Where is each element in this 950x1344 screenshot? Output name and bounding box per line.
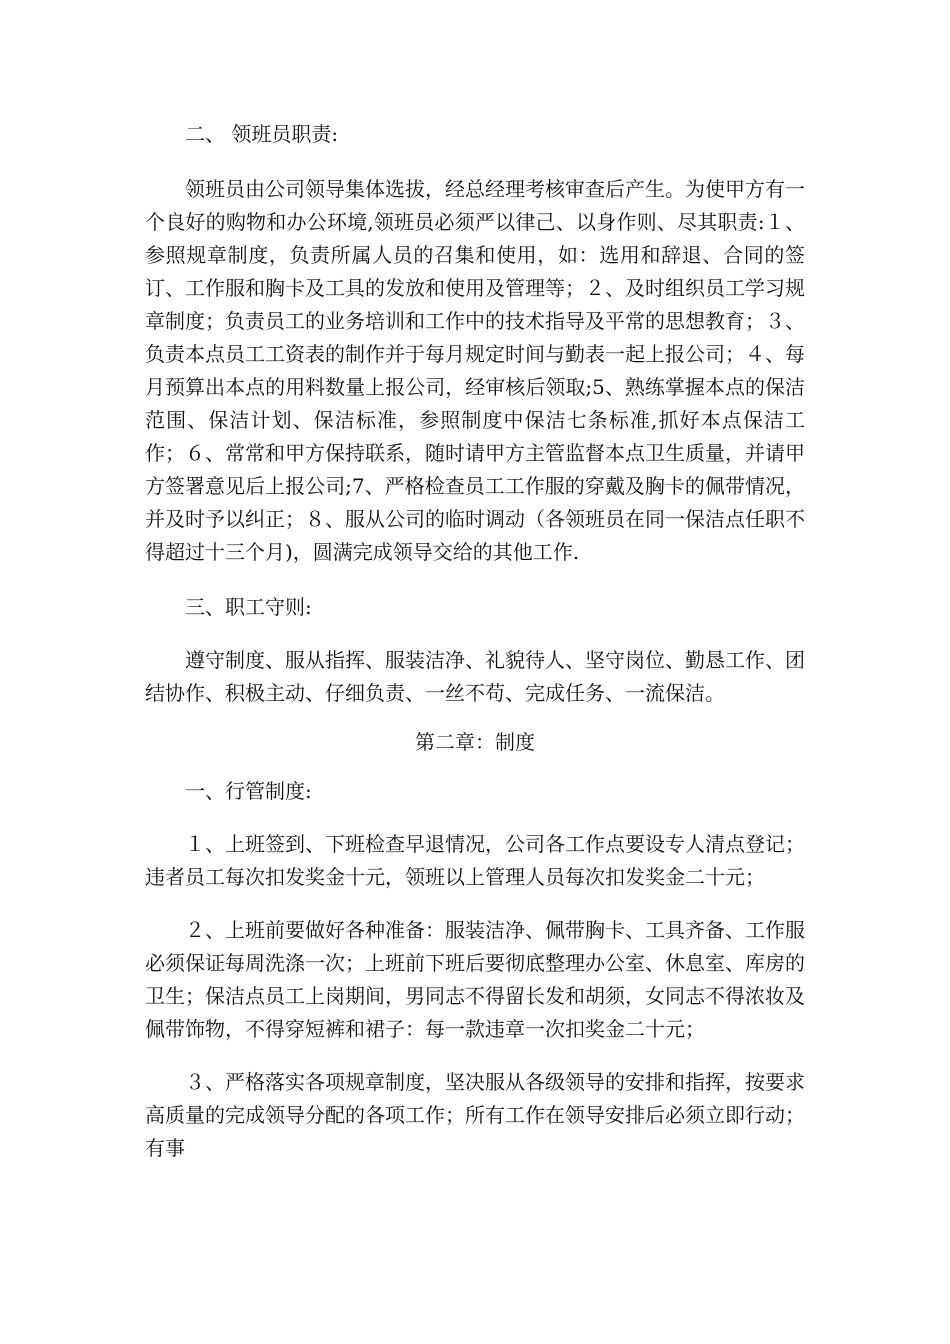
- rule-item-2: ２、上班前要做好各种准备：服装洁净、佩带胸卡、工具齐备、工作服必须保证每周洗涤一次；上班前下班后要彻底整理办公室、休息室、库房的卫生；保洁点员工上岗期间，男同志不得留长发和胡须，女同志不得浓妆及佩带饰物，不得穿短裤和裙子：每一款违章一次扣奖金二十元；: [145, 918, 805, 1041]
- document-page: [145, 118, 805, 1165]
- paragraph-code: 遵守制度、服从指挥、服装洁净、礼貌待人、坚守岗位、勤恳工作、团结协作、积极主动、仔细负责、一丝不苟、完成任务、一流保洁。: [145, 648, 805, 705]
- paragraph-duties: 领班员由公司领导集体选拔，经总经理考核审查后产生。为使甲方有一个良好的购物和办公环境,领班员必须严以律己、以身作则、尽其职责:１、参照规章制度，负责所属人员的召集和使用，如：选用和辞退、合同的签订、工作服和胸卡及工具的发放和使用及管理等；２、及时组织员工学习规章制度；负责员工的业务培训和工作中的技术指导及平常的思想教育；３、负责本点员工工资表的制作并于每月规定时间与勤表一起上报公司；４、每月预算出本点的用料数量上报公司，经审核后领取;5、熟练掌握本点的保洁范围、保洁计划、保洁标准，参照制度中保洁七条标准,抓好本点保洁工作；６、常常和甲方保持联系，随时请甲方主管监督本点卫生质量，并请甲方签署意见后上报公司;7、严格检查员工工作服的穿戴及胸卡的佩带情况，并及时予以纠正；８、服从公司的临时调动（各领班员在同一保洁点任职不得超过十三个月)，圆满完成领导交给的其他工作.: [145, 177, 805, 564]
- section-heading-code: 三、职工守则:: [185, 595, 312, 619]
- rule-item-1: １、上班签到、下班检查早退情况，公司各工作点要设专人清点登记；违者员工每次扣发奖金十元，领班以上管理人员每次扣发奖金二十元；: [145, 832, 805, 889]
- section-heading-admin: 一、行管制度:: [185, 779, 312, 803]
- chapter-title: 第二章：制度: [415, 730, 535, 754]
- rule-item-3: ３、严格落实各项规章制度，坚决服从各级领导的安排和指挥，按要求高质量的完成领导分配的各项工作；所有工作在领导安排后必须立即行动；有事: [145, 1070, 805, 1160]
- section-heading-duties: 二、 领班员职责:: [185, 122, 339, 146]
